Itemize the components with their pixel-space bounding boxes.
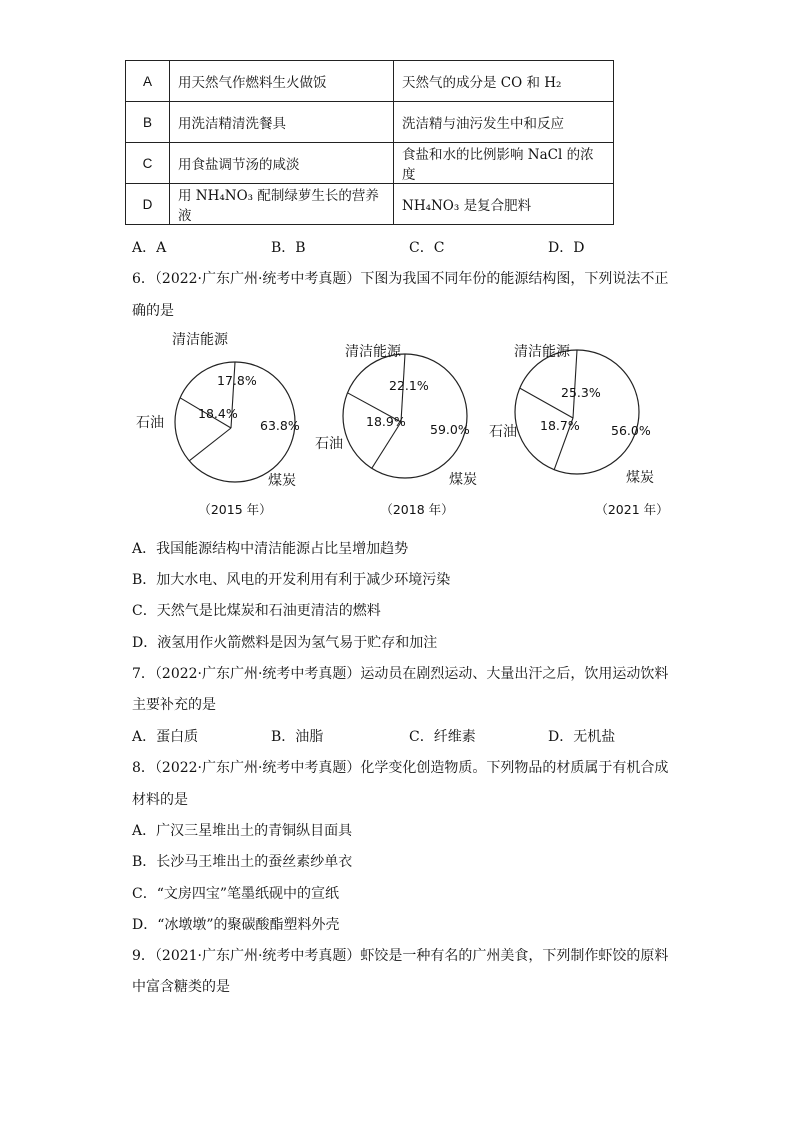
pie-value-label: 18.9% [366, 414, 406, 429]
pie-category-label: 石油 [136, 415, 164, 431]
q8-option-c[interactable]: C．“文房四宝”笔墨纸砚中的宣纸 [132, 886, 340, 902]
option-knowledge: 洗洁精与油污发生中和反应 [394, 102, 614, 143]
option-practice: 用洗洁精清洗餐具 [170, 102, 394, 143]
pie-year-caption: （2021 年） [595, 502, 669, 517]
q6-option-d[interactable]: D．液氢用作火箭燃料是因为氢气易于贮存和加注 [132, 635, 438, 651]
pie-category-label: 清洁能源 [345, 344, 401, 360]
option-knowledge: NH₄NO₃ 是复合肥料 [394, 184, 614, 225]
q7-choice-b[interactable]: B．油脂 [271, 729, 324, 745]
q5-choice-c[interactable]: C．C [409, 240, 445, 256]
pie-category-label: 煤炭 [268, 473, 296, 489]
option-knowledge: 食盐和水的比例影响 NaCl 的浓度 [394, 143, 614, 184]
pie-category-label: 清洁能源 [514, 344, 570, 360]
pie-year-caption: （2018 年） [380, 502, 454, 517]
q6-option-c[interactable]: C．天然气是比煤炭和石油更清洁的燃料 [132, 603, 381, 619]
q5-choice-a[interactable]: A．A [132, 240, 167, 256]
option-key: B [126, 102, 170, 143]
pie-category-label: 清洁能源 [172, 332, 228, 348]
pie-value-label: 18.7% [540, 418, 580, 433]
q6-stem-line1: 6．（2022·广东广州·统考中考真题）下图为我国不同年份的能源结构图，下列说法不正 [132, 271, 669, 287]
pie-category-label: 煤炭 [626, 470, 654, 486]
q9-stem-line2: 中富含糖类的是 [132, 979, 230, 995]
pie-value-label: 18.4% [198, 406, 238, 421]
q8-option-d[interactable]: D．“冰墩墩”的聚碳酸酯塑料外壳 [132, 917, 340, 933]
pie-year-caption: （2015 年） [198, 502, 272, 517]
q5-choice-d[interactable]: D．D [548, 240, 585, 256]
option-knowledge: 天然气的成分是 CO 和 H₂ [394, 61, 614, 102]
q6-option-a[interactable]: A．我国能源结构中清洁能源占比呈增加趋势 [132, 541, 409, 557]
q7-stem-line2: 主要补充的是 [132, 697, 216, 713]
table-row [126, 102, 614, 143]
option-practice: 用 NH₄NO₃ 配制绿萝生长的营养液 [170, 184, 394, 225]
q7-choice-c[interactable]: C．纤维素 [409, 729, 476, 745]
q7-choice-d[interactable]: D．无机盐 [548, 729, 616, 745]
q5-options-table [125, 60, 614, 225]
pie-value-label: 17.8% [217, 373, 257, 388]
pie-category-label: 石油 [489, 424, 517, 440]
pie-value-label: 63.8% [260, 418, 300, 433]
table-row [126, 143, 614, 184]
option-key: D [126, 184, 170, 225]
q6-option-b[interactable]: B．加大水电、风电的开发利用有利于减少环境污染 [132, 572, 451, 588]
pie-chart [315, 343, 477, 517]
q6-stem-line2: 确的是 [132, 303, 174, 319]
pie-outline [515, 350, 639, 474]
table-row [126, 184, 614, 225]
pie-value-label: 59.0% [430, 422, 470, 437]
option-practice: 用食盐调节汤的咸淡 [170, 143, 394, 184]
q8-stem-line2: 材料的是 [132, 792, 188, 808]
q8-option-b[interactable]: B．长沙马王堆出土的蚕丝素纱单衣 [132, 854, 353, 870]
pie-category-label: 煤炭 [449, 472, 477, 488]
pie-value-label: 25.3% [561, 385, 601, 400]
pie-value-label: 22.1% [389, 378, 429, 393]
option-key: A [126, 61, 170, 102]
pie-chart [489, 343, 669, 517]
q7-stem-line1: 7．（2022·广东广州·统考中考真题）运动员在剧烈运动、大量出汗之后，饮用运动饮料 [132, 666, 669, 682]
pie-category-label: 石油 [315, 436, 343, 452]
q5-choice-b[interactable]: B．B [271, 240, 306, 256]
q7-choice-a[interactable]: A．蛋白质 [132, 729, 199, 745]
q8-stem-line1: 8．（2022·广东广州·统考中考真题）化学变化创造物质。下列物品的材质属于有机合成 [132, 760, 669, 776]
table-row [126, 61, 614, 102]
pie-chart [136, 331, 300, 517]
option-practice: 用天然气作燃料生火做饭 [170, 61, 394, 102]
q9-stem-line1: 9．（2021·广东广州·统考中考真题）虾饺是一种有名的广州美食，下列制作虾饺的原料 [132, 948, 669, 964]
q8-option-a[interactable]: A．广汉三星堆出土的青铜纵目面具 [132, 823, 353, 839]
energy-structure-pie-charts [120, 330, 680, 530]
pie-value-label: 56.0% [611, 423, 651, 438]
option-key: C [126, 143, 170, 184]
